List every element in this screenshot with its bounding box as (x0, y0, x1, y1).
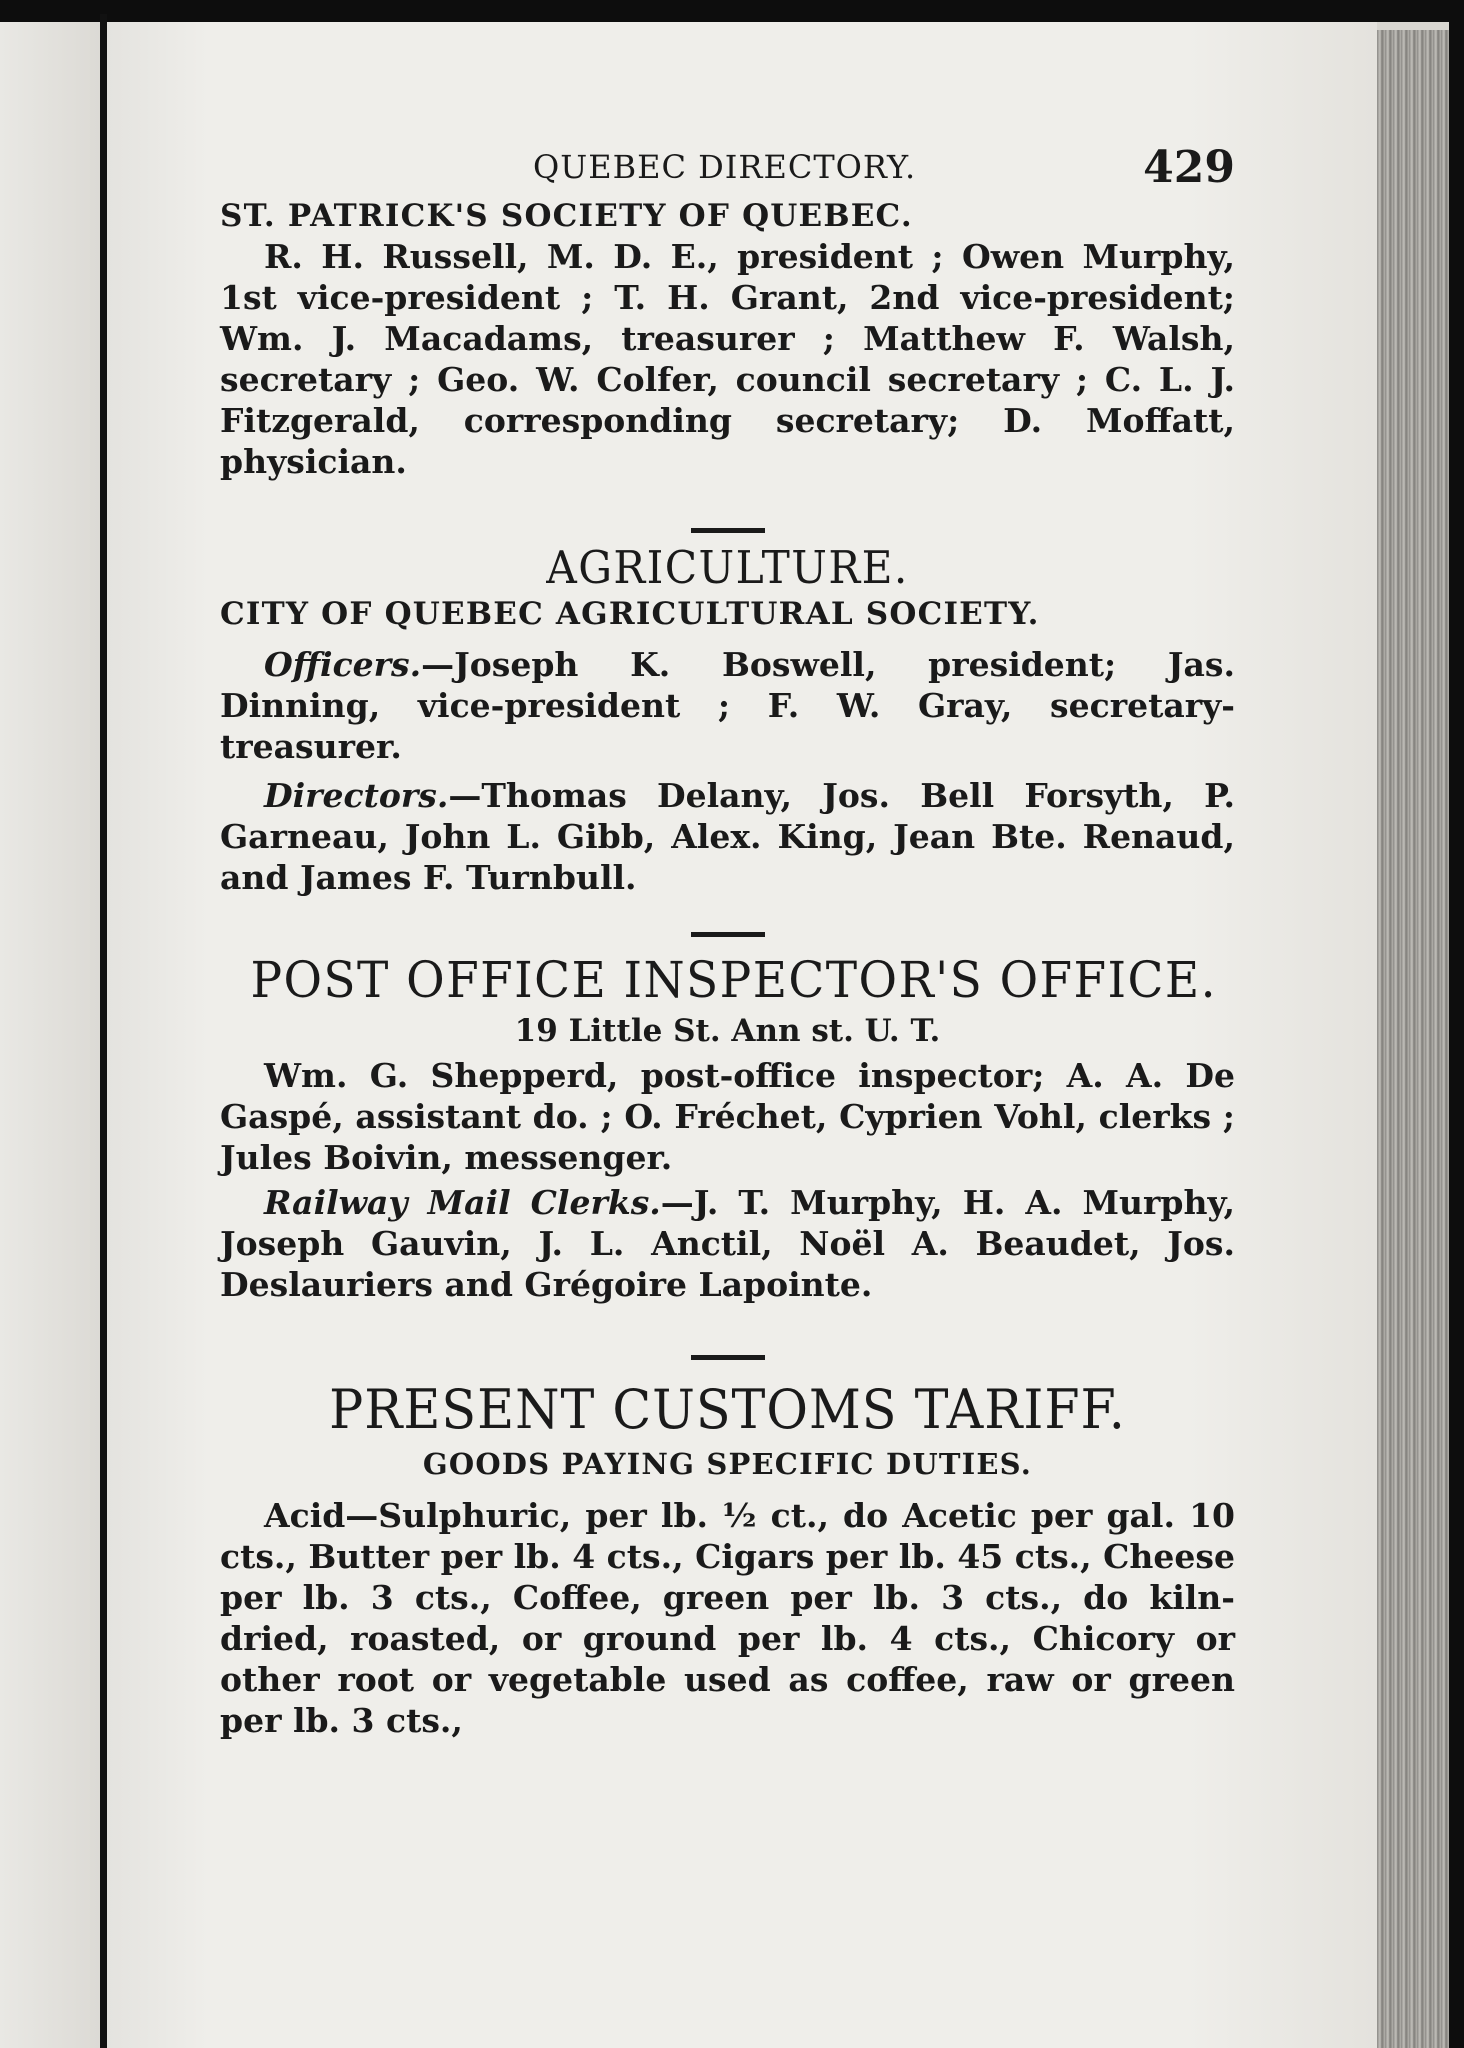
book-gutter (100, 14, 107, 2048)
page-edges (1377, 30, 1449, 2048)
scan-top-border (0, 0, 1464, 22)
agricultural-officers (220, 644, 1235, 767)
st-patricks-officers: R. H. Russell, M. D. E., president ; Owen Murphy, 1st vice-president ; T. H. Grant, 2nd vice-president; Wm. J. Macadams, treasurer ; Matthew F. Walsh, secretary ; Geo. W. Colfer, council secretary ; C. L. J. Fitzgerald, corresponding secretary; D. Moffatt, physician. (220, 237, 1235, 481)
railway-mail-clerks (220, 1182, 1235, 1305)
st-patricks-heading: ST. PATRICK'S SOCIETY OF QUEBEC. (220, 198, 913, 234)
running-head (220, 142, 1235, 198)
customs-subheading: GOODS PAYING SPECIFIC DUTIES. (422, 1447, 1033, 1481)
section-divider (691, 528, 765, 533)
page-content (220, 142, 1236, 1741)
clerks-label: Railway Mail Clerks. (264, 1183, 661, 1222)
section-divider (691, 932, 765, 937)
facing-page-margin (0, 22, 100, 2048)
page-number: 429 (1143, 142, 1235, 193)
post-office-staff: Wm. G. Shepperd, post-office inspector; A. A. De Gaspé, assistant do. ; O. Fréchet, Cyprien Vohl, clerks ; Jules Boivin, messenger. (220, 1056, 1235, 1177)
scan-right-border (1449, 0, 1464, 2048)
customs-tariff-text: Acid—Sulphuric, per lb. ½ ct., do Acetic per gal. 10 cts., Butter per lb. 4 cts., Cigars per lb. 45 cts., Cheese per lb. 3 cts., Coffee, green per lb. 3 cts., do kiln-dried, roasted, or ground per lb. 4 cts., Chicory or other root or vegetable used as coffee, raw or green per lb. 3 cts., (220, 1496, 1235, 1740)
agriculture-title: AGRICULTURE. (546, 541, 909, 594)
agricultural-society-heading: CITY OF QUEBEC AGRICULTURAL SOCIETY. (220, 596, 1040, 632)
directors-label: Directors. (264, 776, 449, 815)
officers-label: Officers. (264, 645, 422, 684)
agricultural-directors (220, 775, 1235, 898)
officers-text: —Joseph K. Boswell, president; Jas. Dinning, vice-president ; F. W. Gray, secretary-treasurer. (220, 645, 1235, 766)
post-office-title: POST OFFICE INSPECTOR'S OFFICE. (250, 951, 1217, 1009)
post-office-address: 19 Little St. Ann st. U. T. (514, 1013, 941, 1049)
clerks-text: —J. T. Murphy, H. A. Murphy, Joseph Gauvin, J. L. Anctil, Noël A. Beaudet, Jos. Deslauriers and Grégoire Lapointe. (220, 1183, 1236, 1304)
section-divider (691, 1355, 765, 1360)
running-title: QUEBEC DIRECTORY. (533, 148, 917, 186)
directors-text: —Thomas Delany, Jos. Bell Forsyth, P. Garneau, John L. Gibb, Alex. King, Jean Bte. Renaud, and James F. Turnbull. (220, 776, 1235, 897)
customs-title: PRESENT CUSTOMS TARIFF. (329, 1378, 1126, 1441)
